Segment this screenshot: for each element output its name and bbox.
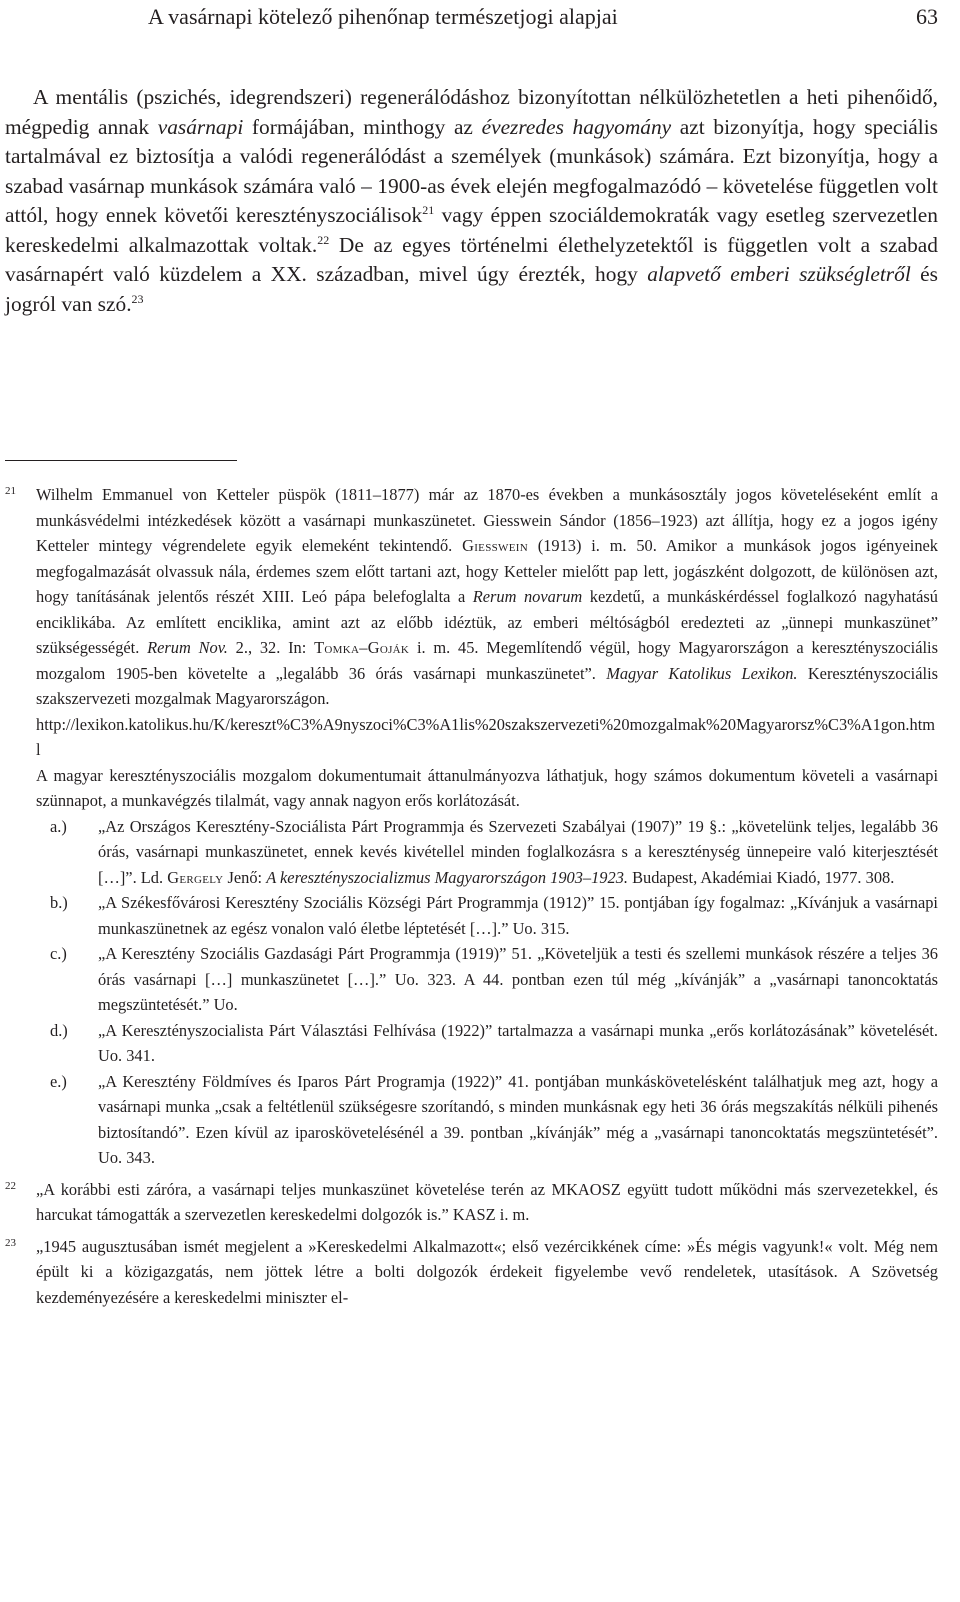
footnote-separator <box>5 460 237 461</box>
text-run: Budapest, Akadémiai Kiadó, 1977. 308. <box>628 867 895 887</box>
text-run: „A Keresztényszocialista Párt Választási Felhívása (1922)” tartalmazza a vasárnapi munka „erős korlátozásának” követelését. Uo. 341. <box>98 1020 938 1065</box>
italic-run: Rerum novarum <box>472 587 583 606</box>
body-paragraph <box>5 83 938 319</box>
list-item <box>36 1018 938 1069</box>
footnotes <box>0 482 938 1316</box>
footnote-23 <box>0 1234 938 1311</box>
footnote-21 <box>0 482 938 1171</box>
list-marker: b.) <box>50 893 68 912</box>
footnote-ref-23[interactable]: 23 <box>131 291 144 306</box>
text-run: De az egyes történelmi élethelyzetektől is független volt a szabad vasárnapért való küzdelem a XX. században, mivel úgy érezték, hogy <box>5 232 938 286</box>
text-run: A mentális (pszichés, idegrendszeri) regenerálódáshoz bizonyítottan nélkülözhetetlen a heti pihenőidő, mégpedig annak <box>5 85 938 139</box>
footnote-ref-22[interactable]: 22 <box>317 232 330 247</box>
footnote-22 <box>0 1177 938 1228</box>
list-marker: d.) <box>50 1020 68 1040</box>
footnote-number: 22 <box>5 1179 16 1192</box>
list-item <box>36 941 938 1018</box>
author-name: Giesswein <box>462 536 528 555</box>
text-run: vagy éppen szociáldemokraták vagy esetleg szervezetlen kereskedelmi alkalmazottak voltak. <box>5 203 938 257</box>
list-item <box>36 814 938 891</box>
main-text <box>5 83 938 319</box>
url-link[interactable]: http://lexikon.katolikus.hu/K/kereszt%C3%A9nyszoci%C3%A1lis%20szakszervezeti%20mozgalmak%20Magyarorsz%C3%A1gon.html <box>36 714 936 759</box>
italic-run: alapvető emberi szükségletről <box>647 262 911 286</box>
footnote-paragraph: „1945 augusztusában ismét megjelent a »Kereskedelmi Alkalmazott«; első vezércikkének címe: »És mégis vagyunk!« volt. Még nem épült ki a közigazgatás, nem jöttek létre a bolti dolgozók érdekeit figyelembe vevő rendeletek, utasítások. A Szövetség kezdeményezésére a kereskedelmi miniszter el- <box>36 1236 938 1307</box>
text-run: Wilhelm Emmanuel von Ketteler püspök (1811–1877) már az 1870-es években a munkásosztály jogos követeléseként említ a munkásvédelmi intézkedések között a vasárnapi munkaszünetet. Giesswein Sándor (1856–1923) azt állítja, hogy ez a jogos igény Ketteler mintegy végrendelete egyik elemeként tekintendő. <box>36 485 938 555</box>
text-run: Keresztényszociális szakszervezeti mozgalmak Magyarországon. <box>36 663 938 708</box>
list-marker: e.) <box>50 1071 67 1091</box>
text-run: és jogról van szó. <box>5 262 939 316</box>
author-name: Gergely <box>167 867 224 887</box>
italic-run: Rerum Nov. <box>147 638 228 657</box>
italic-run: Magyar Katolikus Lexikon. <box>606 663 798 683</box>
footnote-paragraph: „A korábbi esti záróra, a vasárnapi teljes munkaszünet követelése terén az MKAOSZ együtt tudott működni más szervezetekkel, és harcukat támogatták a szervezetlen kereskedelmi dolgozók is.” KASZ i. m. <box>36 1179 938 1224</box>
text-run: (1913) i. m. 50. Amikor a munkások jogos igényeinek megfogalmazását olvassuk nála, érdemes szem előtt tartani azt, hogy Ketteler mielőtt pap lett, jogászként dolgozott, de különösen azt, hogy tanításának jelentős részét XIII. Leó pápa belefoglalta a <box>36 536 939 606</box>
list-item <box>36 890 938 941</box>
footnote-list <box>36 814 938 1171</box>
text-run: 2., 32. In: <box>227 638 315 657</box>
italic-run: A keresztényszocializmus Magyarországon 1903–1923. <box>266 867 628 887</box>
text-run: azt bizonyítja, hogy speciális tartalmával ez biztosítja a valódi regenerálódást a személyek (munkások) számára. Ezt bizonyítja, hogy a szabad vasárnap munkások számára való – 1900-as évek elején megfogalmazódó – követelése független volt attól, hogy ennek követői keresztényszociálisok <box>5 114 938 227</box>
italic-run: évezredes hagyomány <box>481 114 672 139</box>
text-run: „A Keresztény Szociális Gazdasági Párt Programmja (1919)” 51. „Követeljük a testi és szellemi munkások részére a teljes 36 órás vasárnapi […] munkaszünetet […].” Uo. 323. A 44. pontban ezen túl még „kívánják” a „vasárnapi tanoncoktatás megszüntetését.” Uo. <box>98 944 938 1014</box>
footnote-paragraph <box>36 482 938 763</box>
footnote-number: 23 <box>5 1236 16 1249</box>
page-header <box>148 4 938 32</box>
page-number: 63 <box>916 4 938 29</box>
list-marker: a.) <box>50 816 67 836</box>
footnote-paragraph: A magyar keresztényszociális mozgalom dokumentumait áttanulmányozva láthatjuk, hogy számos dokumentum követeli a vasárnapi szünnapot, a munkavégzés tilalmát, vagy annak nagyon erős korlátozását. <box>36 765 938 810</box>
footnote-ref-21[interactable]: 21 <box>422 202 435 217</box>
italic-run: vasárnapi <box>157 114 244 139</box>
text-run: „A Keresztény Földmíves és Iparos Párt Programja (1922)” 41. pontjában munkáskövetelésként találhatjuk meg azt, hogy a vasárnapi munka „csak a feltétlenül szükségesre szorítandó, s minden munkásnak egy heti 36 órás megszakítás nélküli pihenés biztosítandó”. Ezen kívül az iparoskövetelésénél a 39. pontban „kívánják” még a „vasárnapi tanoncoktatás megszüntetését”. Uo. 343. <box>98 1071 938 1167</box>
text-run: i. m. 45. Megemlítendő végül, hogy Magyarországon a keresztényszociális mozgalom 1905-ben követelte a „legalább 36 órás vasárnapi munkaszünetet”. <box>36 638 938 683</box>
running-title: A vasárnapi kötelező pihenőnap természetjogi alapjai <box>148 4 618 29</box>
text-run: „Az Országos Keresztény-Szociálista Párt Programmja és Szervezeti Szabályai (1907)” 19 §.: „követelünk teljes, legalább 36 órás, vasárnapi munkaszünetet, ennek kevés kivétellel minden foglalkozásra s a kereszténység ünnepeire való kiterjesztését […]”. Ld. <box>98 816 938 887</box>
text-run: Jenő: <box>223 867 267 887</box>
list-item <box>36 1069 938 1171</box>
list-marker: c.) <box>50 944 67 963</box>
text-run: kezdetű, a munkáskérdéssel foglalkozó nagyhatású enciklikába. Az említett enciklika, amint azt az előbb idéztük, az emberi méltóságból eredezteti az „ünnepi munkaszünet” szükségességét. <box>36 587 938 657</box>
footnote-number: 21 <box>5 485 16 497</box>
text-run: formájában, minthogy az <box>243 114 482 139</box>
text-run: „A Székesfővárosi Keresztény Szociális Községi Párt Programmja (1912)” 15. pontjában így fogalmaz: „Kívánjuk a vasárnapi munkaszünetnek az egész vonalon való életbe léptetését […].” Uo. 315. <box>98 893 938 938</box>
author-name: Tomka–Goják <box>314 638 410 657</box>
